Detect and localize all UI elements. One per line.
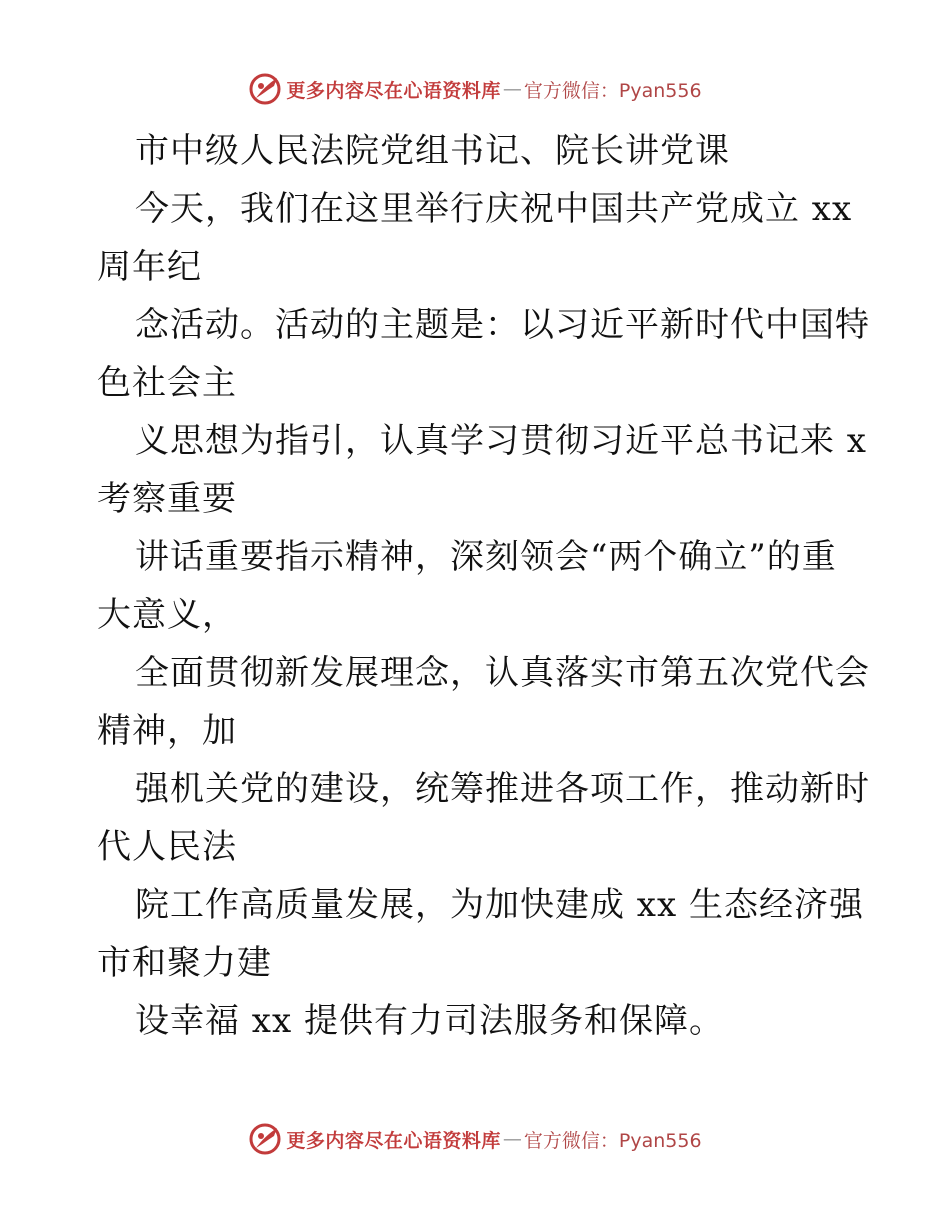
footer-watermark (0, 1122, 950, 1156)
paragraph-line: 今天，我们在这里举行庆祝中国共产党成立 xx (135, 189, 853, 229)
document-title: 市中级人民法院党组书记、院长讲党课 (135, 131, 730, 171)
document-body (97, 122, 870, 1050)
paragraph-line: 色社会主 (97, 363, 237, 403)
header-watermark (0, 72, 950, 106)
paragraph-line: 念活动。活动的主题是：以习近平新时代中国特 (135, 305, 870, 345)
paragraph-line: 设幸福 xx 提供有力司法服务和保障。 (135, 1001, 724, 1041)
paragraph-line: 大意义， (97, 595, 237, 635)
paragraph-line: 院工作高质量发展，为加快建成 xx 生态经济强 (135, 885, 864, 925)
watermark-brand: 更多内容尽在心语资料库 (286, 1129, 501, 1152)
watermark-separator: — (502, 1128, 522, 1150)
paragraph-line: 全面贯彻新发展理念，认真落实市第五次党代会 (135, 653, 870, 693)
paragraph-line: 市和聚力建 (97, 943, 272, 983)
watermark-separator: — (502, 78, 522, 100)
paragraph-line: 义思想为指引，认真学习贯彻习近平总书记来 x (135, 421, 867, 461)
paragraph-line: 周年纪 (97, 247, 202, 287)
watermark-account: 官方微信：Pyan556 (523, 1129, 702, 1152)
paragraph-line: 代人民法 (97, 827, 237, 867)
brand-logo-icon (248, 72, 282, 106)
brand-logo-icon (248, 1122, 282, 1156)
watermark-account: 官方微信：Pyan556 (523, 79, 702, 102)
paragraph-line: 讲话重要指示精神，深刻领会“两个确立”的重 (135, 537, 837, 577)
paragraph-line: 精神，加 (97, 711, 237, 751)
watermark-brand: 更多内容尽在心语资料库 (286, 79, 501, 102)
paragraph-line: 强机关党的建设，统筹推进各项工作，推动新时 (135, 769, 870, 809)
paragraph-line: 考察重要 (97, 479, 237, 519)
